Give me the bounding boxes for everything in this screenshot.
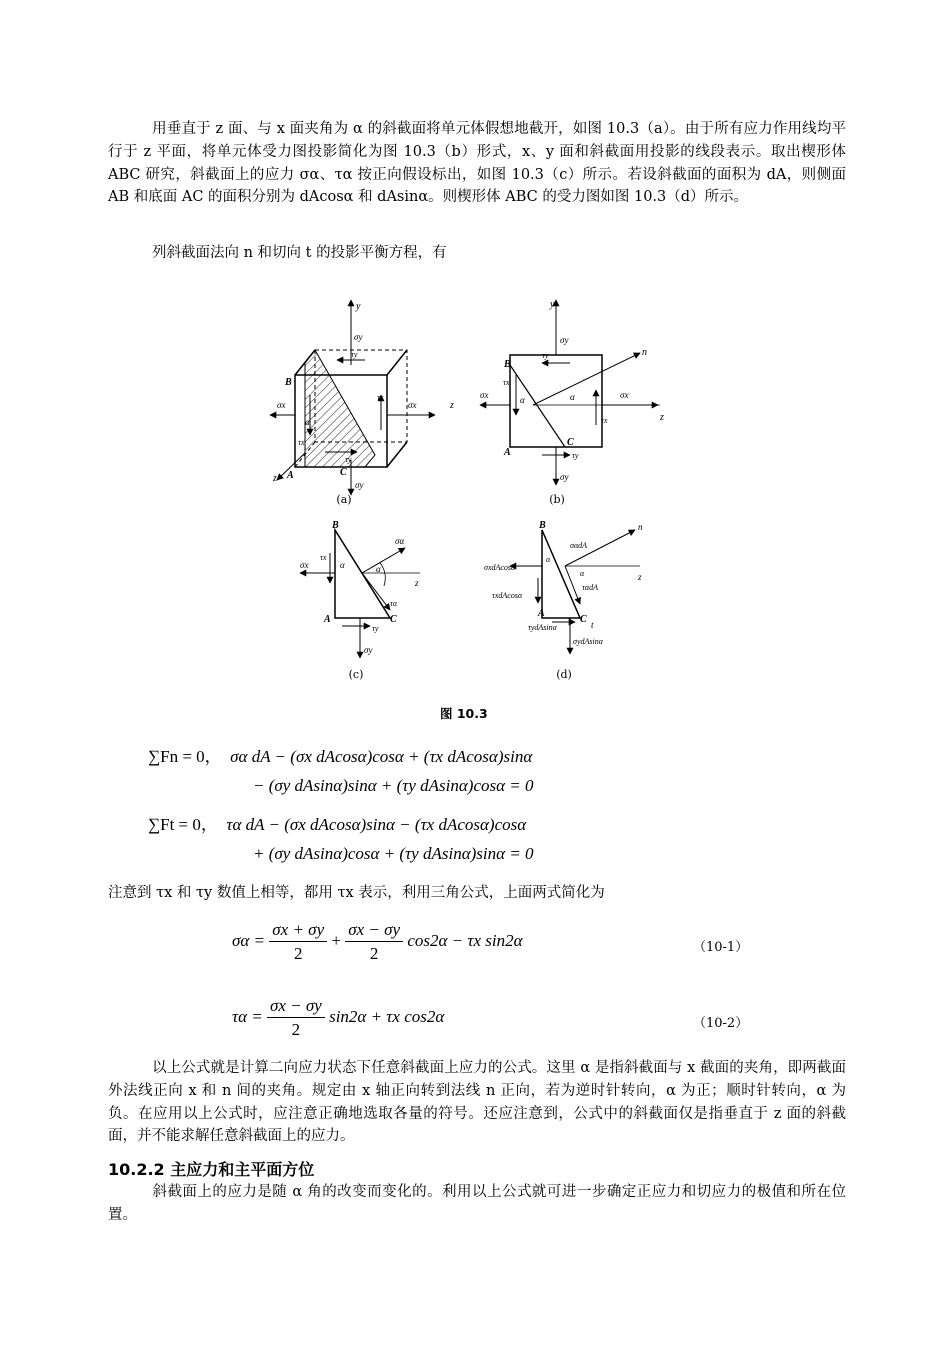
figure-title: 图 10.3	[440, 706, 488, 721]
svg-text:z: z	[273, 473, 277, 484]
svg-text:σxdAcosα: σxdAcosα	[484, 563, 516, 572]
svg-text:C: C	[580, 614, 587, 625]
svg-text:σy: σy	[355, 480, 364, 490]
formula-10-2-number: （10-2）	[693, 1016, 749, 1031]
section-heading: 10.2.2 主应力和主平面方位	[108, 1160, 315, 1179]
svg-text:σy: σy	[560, 472, 569, 482]
svg-text:σx: σx	[277, 400, 286, 410]
svg-text:t: t	[591, 620, 594, 630]
equation-fn-line2: − (σy dAsinα)sinα + (τy dAsinα)cosα = 0	[253, 776, 534, 795]
svg-text:τx: τx	[601, 416, 608, 425]
figure-b-projection	[470, 295, 680, 505]
paragraph-equilibrium: 列斜截面法向 n 和切向 t 的投影平衡方程，有	[152, 245, 447, 261]
formula-10-1-number: （10-1）	[693, 940, 749, 955]
caption-a: (a)	[336, 493, 352, 506]
svg-text:τydAsinα: τydAsinα	[528, 623, 557, 632]
svg-text:z: z	[660, 412, 664, 423]
formula-10-1-fraction-1: $\frac{\sigma x + \sigma y}{2}$	[269, 920, 327, 964]
equation-ft-line1: ∑Ft = 0， τα dA − (σx dAcosα)sinα − (τx dAcosα)cosα	[148, 815, 527, 834]
paragraph-note: 注意到 τx 和 τy 数值上相等，都用 τx 表示，利用三角公式，上面两式简化为	[108, 885, 605, 901]
svg-text:σα: σα	[395, 536, 405, 546]
svg-text:C: C	[567, 437, 574, 448]
svg-text:τy: τy	[345, 455, 352, 464]
svg-text:B: B	[504, 359, 511, 370]
svg-text:A: A	[287, 470, 294, 481]
paragraph-principal: 斜截面上的应力是随 α 角的改变而变化的。利用以上公式就可进一步确定正应力和切应力的极值和所在位置。	[108, 1184, 846, 1223]
svg-text:A: A	[504, 447, 511, 458]
svg-text:σy: σy	[560, 335, 569, 345]
equation-ft-line2: + (σy dAsinα)cosα + (τy dAsinα)sinα = 0	[253, 844, 534, 863]
svg-text:τy: τy	[572, 451, 579, 460]
svg-text:σy: σy	[364, 645, 373, 655]
svg-text:B: B	[285, 377, 292, 388]
formula-10-2: τα = $\frac{\sigma x - \sigma y}{2}$ sin2α + τx cos2α	[232, 996, 445, 1039]
figure-c-wedge	[280, 518, 450, 668]
svg-text:τx: τx	[377, 393, 384, 402]
svg-text:σx: σx	[408, 400, 417, 410]
svg-text:τx: τx	[298, 438, 305, 447]
svg-text:z: z	[450, 400, 454, 411]
svg-text:B: B	[332, 520, 339, 531]
formula-10-1: σα = $\frac{\sigma x + \sigma y}{2}$ + $\frac{\sigma x - \sigma y}{2}$ cos2α − τx sin2α	[232, 920, 523, 963]
formula-10-2-fraction: $\frac{\sigma x - \sigma y}{2}$	[267, 996, 325, 1040]
svg-text:z: z	[638, 572, 642, 582]
svg-text:τxdAcosα: τxdAcosα	[492, 591, 523, 600]
svg-text:α: α	[520, 395, 525, 405]
svg-text:n: n	[638, 522, 643, 532]
svg-text:σx: σx	[480, 390, 489, 400]
svg-text:α: α	[580, 569, 585, 578]
svg-text:α: α	[570, 392, 575, 402]
svg-text:σx: σx	[300, 560, 309, 570]
svg-text:σαdA: σαdA	[570, 541, 588, 550]
svg-text:τy: τy	[351, 350, 358, 359]
svg-text:α: α	[340, 560, 345, 570]
svg-text:z: z	[415, 578, 419, 588]
figure-a-element	[265, 295, 475, 505]
svg-text:A: A	[324, 614, 331, 625]
caption-b: (b)	[549, 493, 565, 506]
caption-d: (d)	[556, 668, 572, 681]
svg-text:n: n	[642, 347, 647, 358]
svg-text:τy: τy	[542, 351, 549, 360]
formula-10-1-fraction-2: $\frac{\sigma x - \sigma y}{2}$	[345, 920, 403, 964]
svg-text:α: α	[546, 555, 551, 564]
figure-d-forces	[480, 518, 670, 668]
svg-text:C: C	[340, 467, 347, 478]
svg-text:y: y	[356, 301, 361, 312]
svg-text:τx: τx	[320, 553, 327, 562]
svg-text:C: C	[390, 614, 397, 625]
svg-text:ταdA: ταdA	[582, 583, 598, 592]
svg-text:B: B	[539, 520, 546, 531]
svg-text:σx: σx	[620, 390, 629, 400]
svg-text:α: α	[376, 564, 381, 574]
svg-text:A: A	[538, 608, 545, 619]
svg-text:σydAsinα: σydAsinα	[573, 637, 603, 646]
svg-text:τα: τα	[390, 599, 398, 608]
svg-text:σy: σy	[354, 332, 363, 342]
svg-text:α: α	[305, 417, 310, 427]
svg-text:τy: τy	[372, 624, 379, 633]
svg-text:y: y	[550, 299, 555, 310]
equation-fn-line1: ∑Fn = 0， σα dA − (σx dAcosα)cosα + (τx dAcosα)sinα	[148, 747, 533, 766]
paragraph-intro: 用垂直于 z 面、与 x 面夹角为 α 的斜截面将单元体假想地截开，如图 10.3（a）。由于所有应力作用线均平行于 z 平面，将单元体受力图投影简化为图 10.3（b）形式，x、y 面和斜截面用投影的线段表示。取出楔形体 ABC 研究，斜截面上的应力 σα、τα 按正向假设标出，如图 10.3（c）所示。若设斜截面的面积为 dA，则侧面 AB 和底面 AC 的面积分别为 dAcosα 和 dAsinα。则楔形体 ABC 的受力图如图 10.3（d）所示。	[108, 121, 846, 206]
svg-text:τx: τx	[503, 378, 510, 387]
caption-c: (c)	[348, 668, 364, 681]
paragraph-explanation: 以上公式就是计算二向应力状态下任意斜截面上应力的公式。这里 α 是指斜截面与 x 截面的夹角，即两截面外法线正向 x 和 n 间的夹角。规定由 x 轴正向转到法线 n 正向，若为逆时针转向，α 为正；顺时针转向，α 为负。在应用以上公式时，应注意正确地选取各量的符号。还应注意到，公式中的斜截面仅是指垂直于 z 面的斜截面，并不能求解任意斜截面上的应力。	[108, 1060, 846, 1145]
